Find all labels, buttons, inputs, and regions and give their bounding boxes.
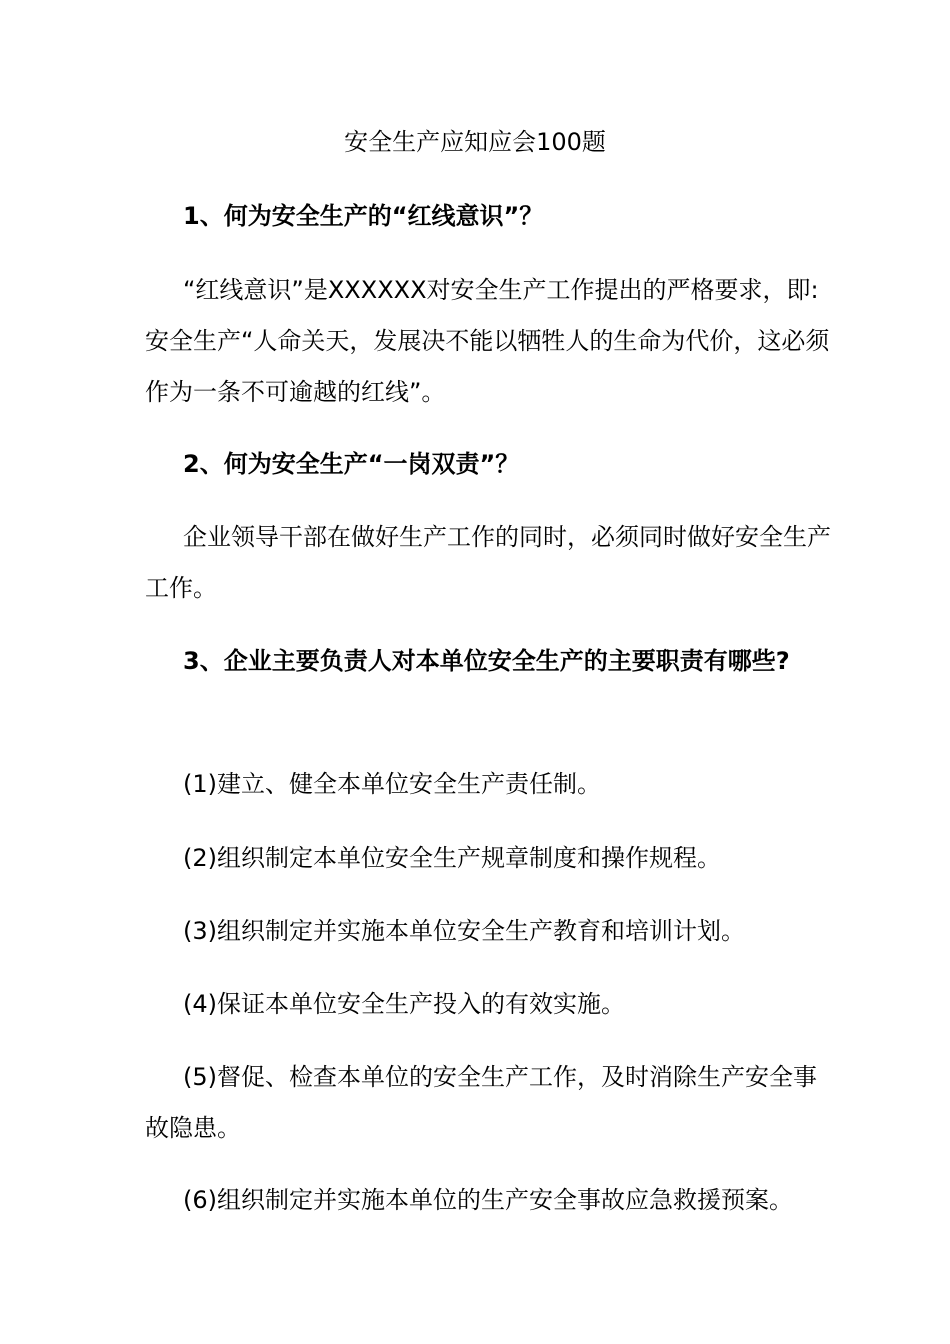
list-item: (1)建立、健全本单位安全生产责任制。: [183, 770, 601, 798]
question-1: 1、何为安全生产的“红线意识”？: [183, 202, 544, 230]
list-item: (3)组织制定并实施本单位安全生产教育和培训计划。: [183, 917, 745, 945]
question-3: 3、企业主要负责人对本单位安全生产的主要职责有哪些?: [183, 647, 790, 675]
answer-1: “红线意识”是XXXXXX对安全生产工作提出的严格要求，即:安全生产“人命关天，发展决不能以牺牲人的生命为代价，这必须作为一条不可逾越的红线”。: [145, 276, 830, 406]
list-item: (5)督促、检查本单位的安全生产工作，及时消除生产安全事故隐患。: [145, 1063, 817, 1142]
list-item: (6)组织制定并实施本单位的生产安全事故应急救援预案。: [183, 1186, 793, 1214]
question-2: 2、何为安全生产“一岗双责”？: [183, 450, 520, 478]
document-title: 安全生产应知应会100题: [344, 128, 606, 156]
answer-2: 企业领导干部在做好生产工作的同时，必须同时做好安全生产工作。: [145, 523, 831, 602]
list-item: (2)组织制定本单位安全生产规章制度和操作规程。: [183, 844, 721, 872]
list-item: (4)保证本单位安全生产投入的有效实施。: [183, 990, 625, 1018]
